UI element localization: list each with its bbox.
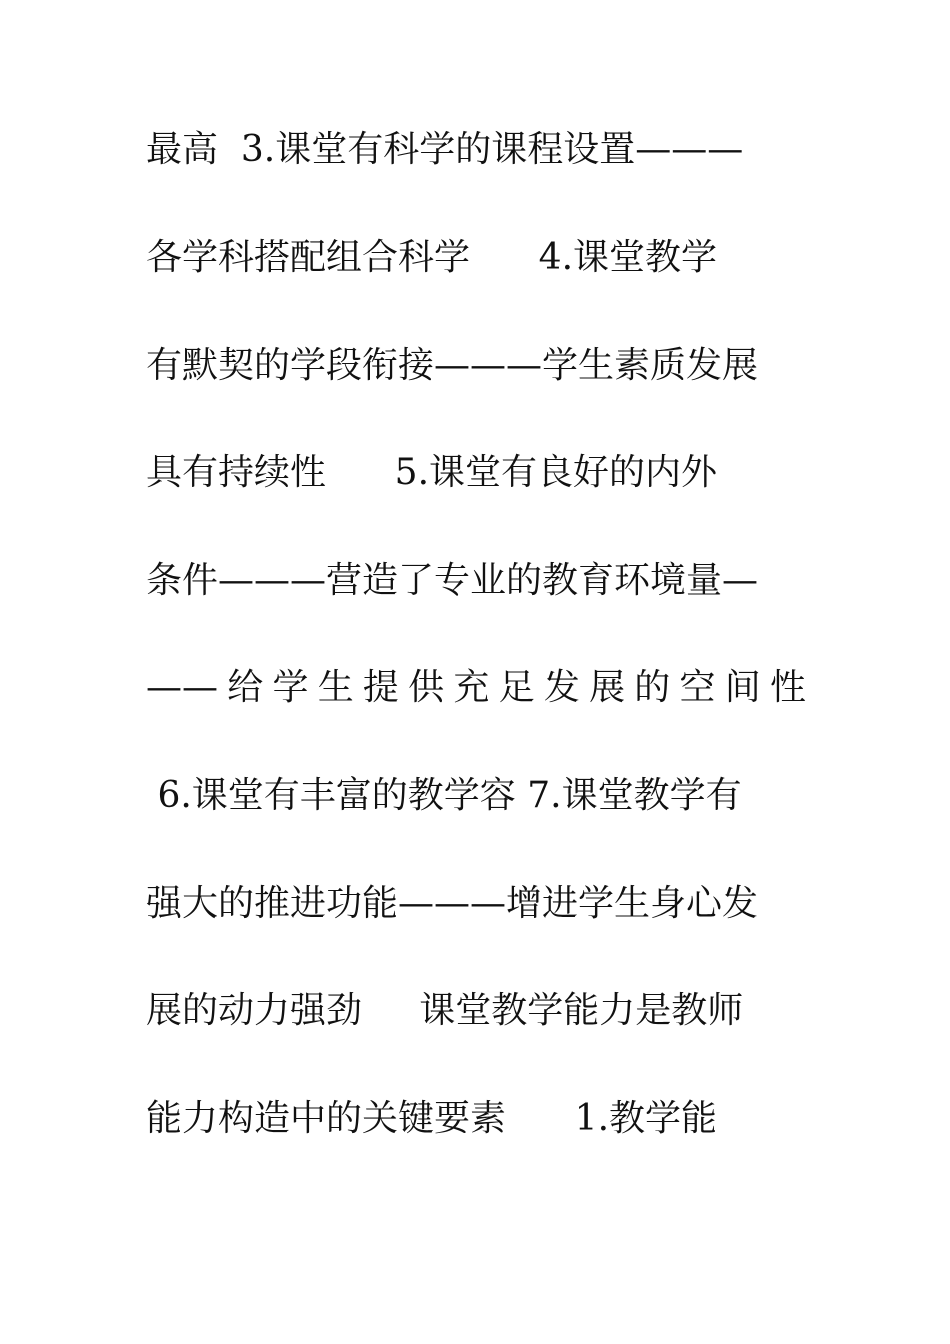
text-line-1: 最高 3.课堂有科学的课程设置——— xyxy=(146,129,744,170)
text-line-9: 展的动力强劲 课堂教学能力是教师 xyxy=(146,990,744,1031)
text-line-8: 强大的推进功能———增进学生身心发 xyxy=(146,883,759,924)
text-line-4: 具有持续性 5.课堂有良好的内外 xyxy=(146,452,718,493)
text-line-6: ——给学生提供充足发展的空间性 xyxy=(146,667,806,708)
text-line-10: 能力构造中的关键要素 1.教学能 xyxy=(146,1098,718,1139)
text-line-2: 各学科搭配组合科学 4.课堂教学 xyxy=(146,237,718,278)
text-line-5: 条件———营造了专业的教育环境量— xyxy=(146,560,759,601)
text-line-7: 6.课堂有丰富的教学容 7.课堂教学有 xyxy=(146,775,742,816)
text-line-3: 有默契的学段衔接———学生素质发展 xyxy=(146,345,759,386)
